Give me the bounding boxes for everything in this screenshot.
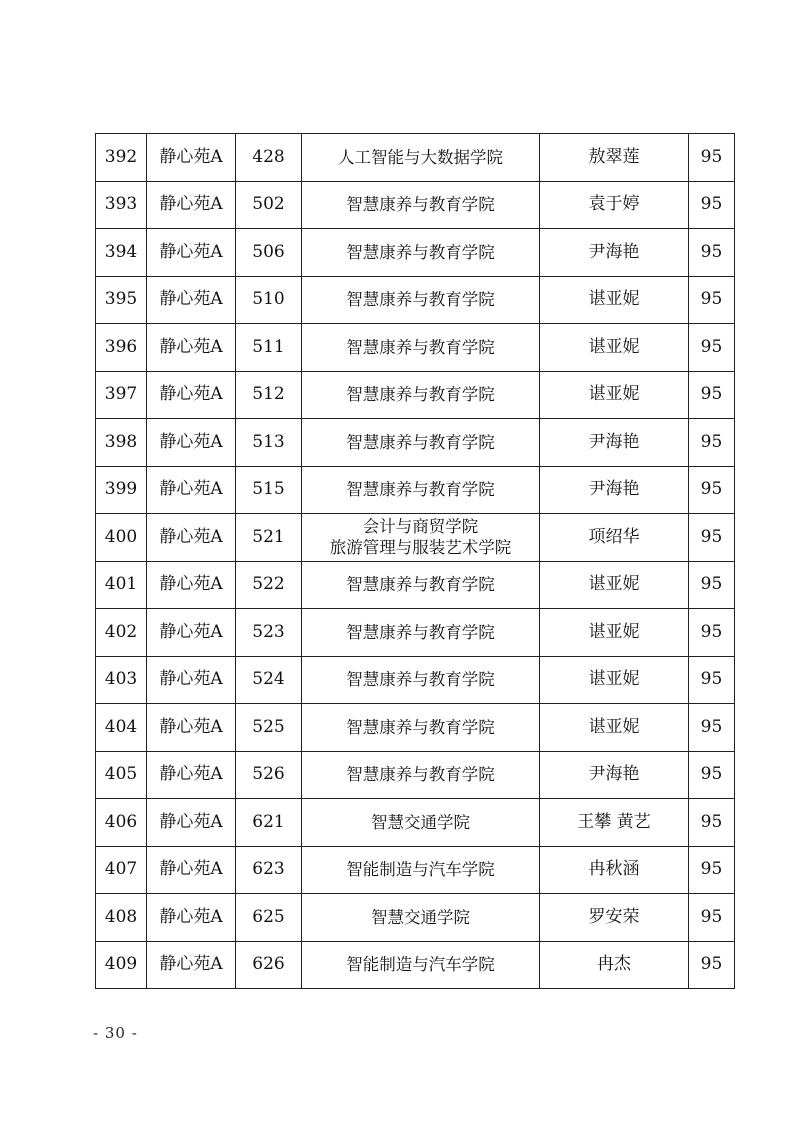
college-cell: [302, 181, 540, 229]
room-number-cell: 506: [236, 229, 302, 277]
score-cell: 95: [689, 799, 735, 847]
room-number-cell: 511: [236, 324, 302, 372]
row-number-cell: 407: [96, 846, 147, 894]
dormitory-score-table: [95, 133, 735, 989]
teacher-cell: 尹海艳: [540, 229, 689, 277]
table-row: [96, 419, 735, 467]
score-cell: 95: [689, 324, 735, 372]
room-number-cell: 513: [236, 419, 302, 467]
building-cell: 静心苑A: [147, 276, 236, 324]
score-cell: 95: [689, 561, 735, 609]
building-cell: 静心苑A: [147, 704, 236, 752]
table-row: [96, 656, 735, 704]
table-row: [96, 846, 735, 894]
table-row: [96, 276, 735, 324]
teacher-cell: 谌亚妮: [540, 609, 689, 657]
room-number-cell: 625: [236, 894, 302, 942]
college-cell: [302, 656, 540, 704]
college-name: 智慧交通学院: [371, 907, 470, 927]
score-cell: 95: [689, 751, 735, 799]
college-name: 智慧康养与教育学院: [346, 480, 495, 500]
building-cell: 静心苑A: [147, 561, 236, 609]
college-cell: [302, 799, 540, 847]
room-number-cell: 521: [236, 514, 302, 562]
building-cell: 静心苑A: [147, 229, 236, 277]
college-name: 智慧康养与教育学院: [346, 670, 495, 690]
college-cell: [302, 134, 540, 182]
row-number-cell: 394: [96, 229, 147, 277]
table-row: [96, 751, 735, 799]
college-cell: [302, 609, 540, 657]
row-number-cell: 398: [96, 419, 147, 467]
college-name: 人工智能与大数据学院: [338, 147, 503, 167]
teacher-cell: 袁于婷: [540, 181, 689, 229]
building-cell: 静心苑A: [147, 324, 236, 372]
building-cell: 静心苑A: [147, 656, 236, 704]
building-cell: 静心苑A: [147, 466, 236, 514]
college-name: 智慧康养与教育学院: [346, 622, 495, 642]
table-row: [96, 181, 735, 229]
teacher-cell: 冉杰: [540, 941, 689, 989]
room-number-cell: 502: [236, 181, 302, 229]
score-cell: 95: [689, 704, 735, 752]
table-row: [96, 561, 735, 609]
room-number-cell: 525: [236, 704, 302, 752]
college-name: 智能制造与汽车学院: [346, 955, 495, 975]
page-number: - 30 -: [93, 1024, 138, 1042]
room-number-cell: 623: [236, 846, 302, 894]
score-cell: 95: [689, 134, 735, 182]
teacher-cell: 尹海艳: [540, 751, 689, 799]
college-cell: [302, 561, 540, 609]
teacher-cell: 项绍华: [540, 514, 689, 562]
row-number-cell: 395: [96, 276, 147, 324]
teacher-cell: 谌亚妮: [540, 371, 689, 419]
room-number-cell: 510: [236, 276, 302, 324]
room-number-cell: 512: [236, 371, 302, 419]
score-cell: 95: [689, 419, 735, 467]
building-cell: 静心苑A: [147, 751, 236, 799]
college-name: 智慧康养与教育学院: [346, 432, 495, 452]
row-number-cell: 400: [96, 514, 147, 562]
row-number-cell: 402: [96, 609, 147, 657]
room-number-cell: 428: [236, 134, 302, 182]
building-cell: 静心苑A: [147, 371, 236, 419]
college-name: 智能制造与汽车学院: [346, 860, 495, 880]
teacher-cell: 谌亚妮: [540, 276, 689, 324]
college-cell: [302, 941, 540, 989]
score-cell: 95: [689, 371, 735, 419]
building-cell: 静心苑A: [147, 419, 236, 467]
table-row: [96, 894, 735, 942]
college-name: 智慧康养与教育学院: [346, 385, 495, 405]
score-cell: 95: [689, 846, 735, 894]
college-cell: [302, 704, 540, 752]
score-cell: 95: [689, 514, 735, 562]
college-name: 智慧康养与教育学院: [346, 717, 495, 737]
college-cell: [302, 894, 540, 942]
building-cell: 静心苑A: [147, 799, 236, 847]
teacher-cell: 王攀 黄艺: [540, 799, 689, 847]
teacher-cell: 冉秋涵: [540, 846, 689, 894]
table-row: [96, 514, 735, 562]
teacher-cell: 谌亚妮: [540, 561, 689, 609]
row-number-cell: 397: [96, 371, 147, 419]
row-number-cell: 408: [96, 894, 147, 942]
table-row: [96, 941, 735, 989]
college-cell: [302, 371, 540, 419]
table-row: [96, 229, 735, 277]
room-number-cell: 621: [236, 799, 302, 847]
college-name: 智慧康养与教育学院: [346, 290, 495, 310]
row-number-cell: 396: [96, 324, 147, 372]
building-cell: 静心苑A: [147, 514, 236, 562]
table-row: [96, 371, 735, 419]
row-number-cell: 409: [96, 941, 147, 989]
building-cell: 静心苑A: [147, 181, 236, 229]
college-name: 智慧康养与教育学院: [346, 575, 495, 595]
college-name: 智慧康养与教育学院: [346, 195, 495, 215]
college-cell: [302, 751, 540, 799]
teacher-cell: 罗安荣: [540, 894, 689, 942]
table-row: [96, 704, 735, 752]
teacher-cell: 谌亚妮: [540, 324, 689, 372]
room-number-cell: 526: [236, 751, 302, 799]
building-cell: 静心苑A: [147, 134, 236, 182]
score-cell: 95: [689, 609, 735, 657]
score-cell: 95: [689, 656, 735, 704]
row-number-cell: 404: [96, 704, 147, 752]
college-cell: [302, 324, 540, 372]
row-number-cell: 392: [96, 134, 147, 182]
college-name: 会计与商贸学院: [362, 517, 479, 537]
college-cell: [302, 276, 540, 324]
row-number-cell: 403: [96, 656, 147, 704]
row-number-cell: 401: [96, 561, 147, 609]
table-row: [96, 466, 735, 514]
score-cell: 95: [689, 181, 735, 229]
row-number-cell: 406: [96, 799, 147, 847]
row-number-cell: 399: [96, 466, 147, 514]
score-cell: 95: [689, 941, 735, 989]
table-row: [96, 609, 735, 657]
college-name: 智慧康养与教育学院: [346, 337, 495, 357]
table-row: [96, 324, 735, 372]
table-row: [96, 799, 735, 847]
building-cell: 静心苑A: [147, 894, 236, 942]
score-cell: 95: [689, 276, 735, 324]
college-name: 智慧康养与教育学院: [346, 242, 495, 262]
teacher-cell: 敖翠莲: [540, 134, 689, 182]
score-cell: 95: [689, 466, 735, 514]
room-number-cell: 515: [236, 466, 302, 514]
row-number-cell: 405: [96, 751, 147, 799]
room-number-cell: 522: [236, 561, 302, 609]
score-cell: 95: [689, 229, 735, 277]
teacher-cell: 尹海艳: [540, 466, 689, 514]
table-body: [96, 134, 735, 989]
row-number-cell: 393: [96, 181, 147, 229]
teacher-cell: 尹海艳: [540, 419, 689, 467]
college-name: 旅游管理与服装艺术学院: [329, 538, 512, 558]
room-number-cell: 524: [236, 656, 302, 704]
building-cell: 静心苑A: [147, 609, 236, 657]
college-name: 智慧康养与教育学院: [346, 765, 495, 785]
building-cell: 静心苑A: [147, 846, 236, 894]
college-cell: [302, 229, 540, 277]
college-cell: [302, 846, 540, 894]
table-row: [96, 134, 735, 182]
room-number-cell: 523: [236, 609, 302, 657]
score-cell: 95: [689, 894, 735, 942]
college-cell: [302, 419, 540, 467]
college-name: 智慧交通学院: [371, 812, 470, 832]
college-cell: [302, 466, 540, 514]
teacher-cell: 谌亚妮: [540, 704, 689, 752]
room-number-cell: 626: [236, 941, 302, 989]
teacher-cell: 谌亚妮: [540, 656, 689, 704]
building-cell: 静心苑A: [147, 941, 236, 989]
college-cell: [302, 514, 540, 562]
